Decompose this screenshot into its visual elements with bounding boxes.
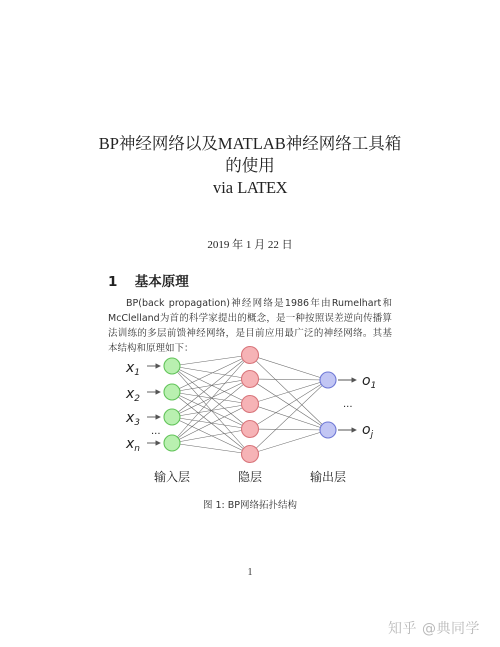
- title-via: via: [212, 178, 234, 197]
- edge-hidden-output: [250, 380, 328, 429]
- bp-network-diagram: [0, 340, 500, 495]
- title-line-2: 的使用: [225, 156, 275, 175]
- output-ellipsis: ...: [343, 399, 353, 410]
- latex-logo: LATEX: [237, 178, 288, 197]
- edge-hidden-output: [250, 355, 328, 430]
- edge-hidden-output: [250, 429, 328, 430]
- input-label-n: $x_n$: [126, 436, 141, 454]
- hidden-node: [242, 396, 259, 413]
- output-label-1: $o_1$: [362, 373, 377, 391]
- edge-hidden-output: [250, 379, 328, 380]
- page-number: 1: [247, 567, 253, 578]
- input-node: [164, 358, 180, 374]
- input-label-2: $x_2$: [126, 386, 141, 404]
- input-node: [164, 435, 180, 451]
- input-ellipsis: ...: [151, 426, 161, 437]
- title-line-3: [40, 177, 460, 199]
- edge-hidden-output: [250, 355, 328, 380]
- section-title: 基本原理: [134, 274, 189, 290]
- edge-hidden-output: [250, 430, 328, 454]
- paragraph-text: BP(back propagation)神经网络是1986年由Rumelhart和McClelland为首的科学家提出的概念，是一种按照误差逆向传播算法训练的多层前馈神经网络，是目前应用最广泛的神经网络。其基本结构和原理如下：: [108, 298, 392, 354]
- edge-hidden-output: [250, 380, 328, 404]
- input-node: [164, 384, 180, 400]
- output-label-j: $o_j$: [362, 422, 374, 440]
- document-date: 2019 年 1 月 22 日: [207, 239, 293, 251]
- figure-caption: 图 1: BP网络拓扑结构: [202, 500, 298, 511]
- output-node: [320, 422, 336, 438]
- edge-hidden-output: [250, 380, 328, 454]
- section-number: 1: [108, 274, 118, 290]
- input-label-3: $x_3$: [126, 410, 141, 428]
- layer-label-output: 输出层: [309, 470, 347, 484]
- layer-label-hidden: 隐层: [237, 470, 263, 484]
- hidden-node: [242, 371, 259, 388]
- hidden-node: [242, 446, 259, 463]
- hidden-node: [242, 347, 259, 364]
- layer-label-input: 输入层: [153, 470, 191, 484]
- watermark-text: 知乎 @典同学: [388, 621, 480, 637]
- edge-input-hidden: [172, 417, 250, 429]
- edge-input-hidden: [172, 404, 250, 417]
- input-node: [164, 409, 180, 425]
- document-title: [40, 133, 460, 199]
- section-heading: [108, 270, 189, 290]
- network-nodes: [164, 347, 336, 463]
- output-node: [320, 372, 336, 388]
- input-label-1: $x_1$: [126, 360, 141, 378]
- edge-input-hidden: [172, 379, 250, 392]
- title-line-1: BP神经网络以及MATLAB神经网络工具箱: [98, 134, 402, 153]
- hidden-node: [242, 421, 259, 438]
